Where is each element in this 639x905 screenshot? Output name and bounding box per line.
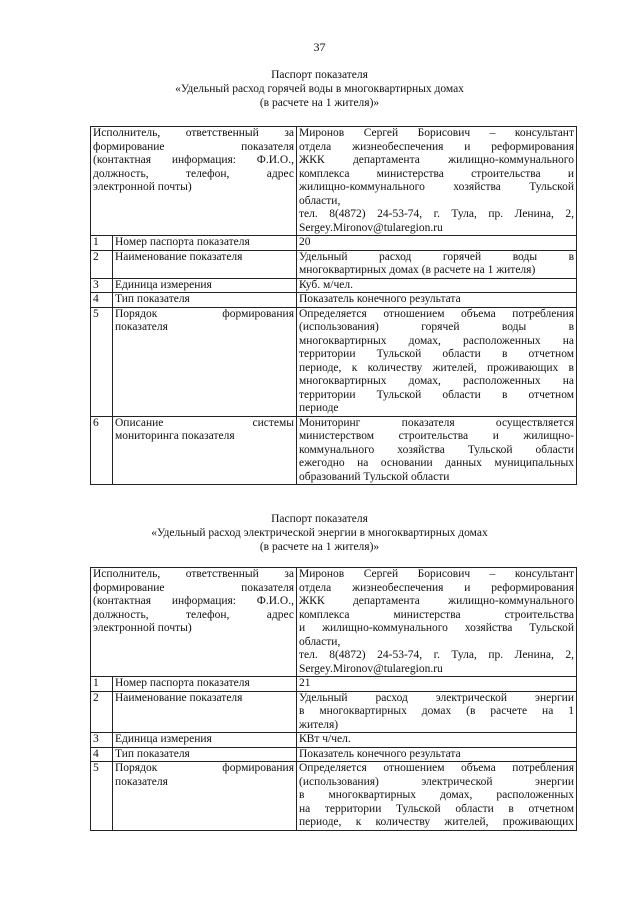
row-label: Единица измерения bbox=[113, 733, 297, 748]
passport-heading: Паспорт показателя bbox=[271, 69, 368, 81]
passport-title-line: (в расчете на 1 жителя)» bbox=[259, 541, 380, 553]
row-value: 20 bbox=[297, 236, 577, 251]
row-value: Определяется отношением объема потребления (использования) горячей воды в многоквартирных домах, расположенных на территории Тульской области в отчетном периоде, к количеству жителей, проживающих в многоквартирных домах, расположенных на территории Тульской области в отчетном периоде bbox=[297, 307, 577, 416]
row-value: Удельный расход электрической энергии в многоквартирных домах (в расчете на 1 жителя) bbox=[297, 691, 577, 733]
row-number: 1 bbox=[91, 236, 113, 251]
row-label: Единица измерения bbox=[113, 278, 297, 293]
row-label: Порядок формирования показателя bbox=[113, 762, 297, 831]
executor-label: Исполнитель, ответственный за формирование показателя (контактная информация: Ф.И.О., должность, телефон, адрес электронной почты) bbox=[91, 568, 297, 677]
row-number: 2 bbox=[91, 250, 113, 278]
passport-2-title bbox=[0, 512, 639, 554]
table-row bbox=[91, 236, 577, 251]
table-row bbox=[91, 293, 577, 308]
row-label: Наименование показателя bbox=[113, 250, 297, 278]
row-value: КВт ч/чел. bbox=[297, 733, 577, 748]
row-value: Показатель конечного результата bbox=[297, 293, 577, 308]
row-number: 2 bbox=[91, 691, 113, 733]
page-number: 37 bbox=[313, 40, 326, 54]
table-row bbox=[91, 278, 577, 293]
passport-title-line: «Удельный расход электрической энергии в многоквартирных домах bbox=[151, 527, 488, 539]
passport-1-title bbox=[0, 68, 639, 110]
row-label: Тип показателя bbox=[113, 747, 297, 762]
table-row bbox=[91, 747, 577, 762]
table-row bbox=[91, 568, 577, 677]
row-value: Определяется отношением объема потребления (использования) электрической энергии в многоквартирных домах, расположенных на территории Тульской области в отчетном периоде, к количеству жителей, проживающих bbox=[297, 762, 577, 831]
row-number: 5 bbox=[91, 307, 113, 416]
row-value: 21 bbox=[297, 677, 577, 692]
executor-value: Миронов Сергей Борисович – консультант отдела жизнеобеспечения и реформирования ЖКК департамента жилищно-коммунального комплекса министерства строительства и жилищно-коммунального хозяйства Тульской области, тел. 8(4872) 24-53-74, г. Тула, пр. Ленина, 2, Sergey.Mironov@tularegion.ru bbox=[297, 127, 577, 236]
row-value: Мониторинг показателя осуществляется министерством строительства и жилищно- коммунального хозяйства Тульской области ежегодно на основании данных муниципальных образований Тульской области bbox=[297, 416, 577, 485]
row-label: Номер паспорта показателя bbox=[113, 677, 297, 692]
row-value: Показатель конечного результата bbox=[297, 747, 577, 762]
row-number: 1 bbox=[91, 677, 113, 692]
row-number: 4 bbox=[91, 747, 113, 762]
row-number: 4 bbox=[91, 293, 113, 308]
row-label: Порядок формирования показателя bbox=[113, 307, 297, 416]
table-row bbox=[91, 677, 577, 692]
executor-value: Миронов Сергей Борисович – консультант отдела жизнеобеспечения и реформирования ЖКК департамента жилищно-коммунального комплекса министерства строительства и жилищно-коммунального хозяйства Тульской области, тел. 8(4872) 24-53-74, г. Тула, пр. Ленина, 2, Sergey.Mironov@tularegion.ru bbox=[297, 568, 577, 677]
table-row bbox=[91, 416, 577, 485]
passport-1-table bbox=[90, 126, 577, 485]
row-number: 6 bbox=[91, 416, 113, 485]
row-label: Наименование показателя bbox=[113, 691, 297, 733]
row-label: Описание системы мониторинга показателя bbox=[113, 416, 297, 485]
table-row bbox=[91, 307, 577, 416]
passport-title-line: (в расчете на 1 жителя)» bbox=[259, 97, 380, 109]
table-row bbox=[91, 733, 577, 748]
row-value: Удельный расход горячей воды в многоквартирных домах (в расчете на 1 жителя) bbox=[297, 250, 577, 278]
row-number: 3 bbox=[91, 278, 113, 293]
passport-heading: Паспорт показателя bbox=[271, 513, 368, 525]
row-value: Куб. м/чел. bbox=[297, 278, 577, 293]
row-label: Тип показателя bbox=[113, 293, 297, 308]
table-row bbox=[91, 762, 577, 831]
table-row bbox=[91, 127, 577, 236]
executor-label: Исполнитель, ответственный за формирование показателя (контактная информация: Ф.И.О., должность, телефон, адрес электронной почты) bbox=[91, 127, 297, 236]
passport-2-table bbox=[90, 567, 577, 831]
table-row bbox=[91, 250, 577, 278]
table-row bbox=[91, 691, 577, 733]
row-label: Номер паспорта показателя bbox=[113, 236, 297, 251]
row-number: 5 bbox=[91, 762, 113, 831]
passport-title-line: «Удельный расход горячей воды в многоквартирных домах bbox=[175, 83, 464, 95]
row-number: 3 bbox=[91, 733, 113, 748]
